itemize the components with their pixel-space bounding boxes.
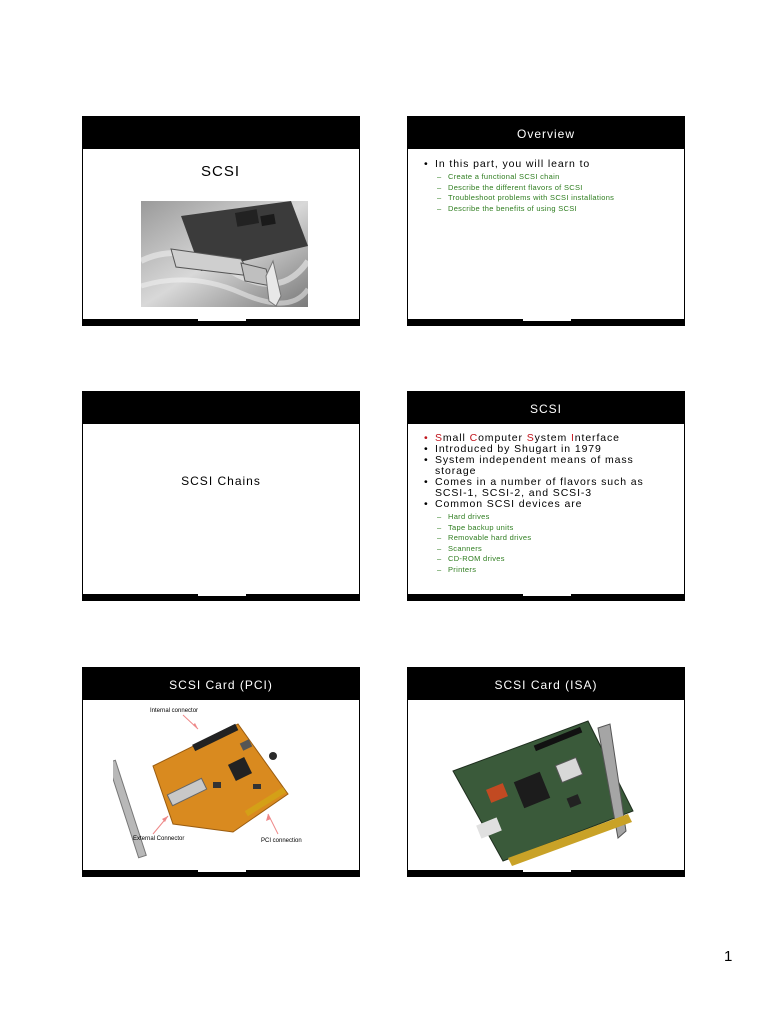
- slide-footer: [408, 594, 684, 600]
- sub-item: – Hard drives: [437, 512, 490, 521]
- pci-card-illustration: [113, 704, 333, 864]
- slide-header: Overview: [408, 117, 684, 149]
- slide-header: SCSI: [408, 392, 684, 424]
- sub-item: – Describe the benefits of using SCSI: [437, 203, 577, 213]
- pci-connection-label: PCI connection: [261, 838, 302, 844]
- sub-item: – CD-ROM drives: [437, 554, 505, 563]
- slide-footer: [83, 594, 359, 600]
- slide-header: [83, 392, 359, 424]
- sub-item: – Scanners: [437, 543, 483, 553]
- internal-connector-label: Internal connector: [150, 708, 199, 714]
- slide-footer: [408, 870, 684, 876]
- sub-item: – Create a functional SCSI chain: [437, 172, 560, 181]
- slide-header: SCSI Card (ISA): [408, 668, 684, 700]
- isa-card-photo: [448, 716, 638, 866]
- sub-list: [435, 512, 680, 575]
- slide-5: [82, 667, 360, 877]
- slide-2: [407, 116, 685, 326]
- slide-title: SCSI Chains: [181, 474, 261, 488]
- bullet-list: [422, 159, 677, 214]
- list-item: • Common SCSI devices are – Hard drives – Tape backup units – Removable hard drives – Scanners – CD-ROM drives – Printers: [422, 499, 680, 575]
- slide-footer: [83, 870, 359, 876]
- slide-header: [83, 117, 359, 149]
- slide-footer: [83, 319, 359, 325]
- list-item: • In this part, you will learn to – Create a functional SCSI chain – Describe the different flavors of SCSI – Troubleshoot problems with SCSI installations – Describe the benefits of using SCSI: [422, 159, 677, 214]
- list-item: • Small Computer System Interface: [424, 432, 620, 444]
- scsi-card-photo: [141, 201, 308, 307]
- slide-header: SCSI Card (PCI): [83, 668, 359, 700]
- slide-footer: [408, 319, 684, 325]
- sub-item: – Troubleshoot problems with SCSI installations: [437, 193, 615, 202]
- list-item: • Comes in a number of flavors such as SCSI-1, SCSI-2, and SCSI-3: [424, 476, 644, 499]
- slide-1: [82, 116, 360, 326]
- sub-item: – Describe the different flavors of SCSI: [437, 182, 583, 192]
- sub-item: – Tape backup units: [437, 522, 514, 532]
- slide-3: [82, 391, 360, 601]
- page-number: 1: [724, 948, 733, 965]
- bullet-list: [422, 433, 680, 575]
- list-item: • Introduced by Shugart in 1979: [424, 443, 602, 455]
- slide-title: SCSI: [201, 163, 241, 180]
- sub-list: [435, 172, 677, 214]
- external-connector-label: External Connector: [133, 836, 185, 842]
- list-item: • System independent means of mass storage: [424, 454, 634, 477]
- slide-6: [407, 667, 685, 877]
- slide-4: [407, 391, 685, 601]
- sub-item: – Printers: [437, 564, 477, 574]
- sub-item: – Removable hard drives: [437, 533, 532, 542]
